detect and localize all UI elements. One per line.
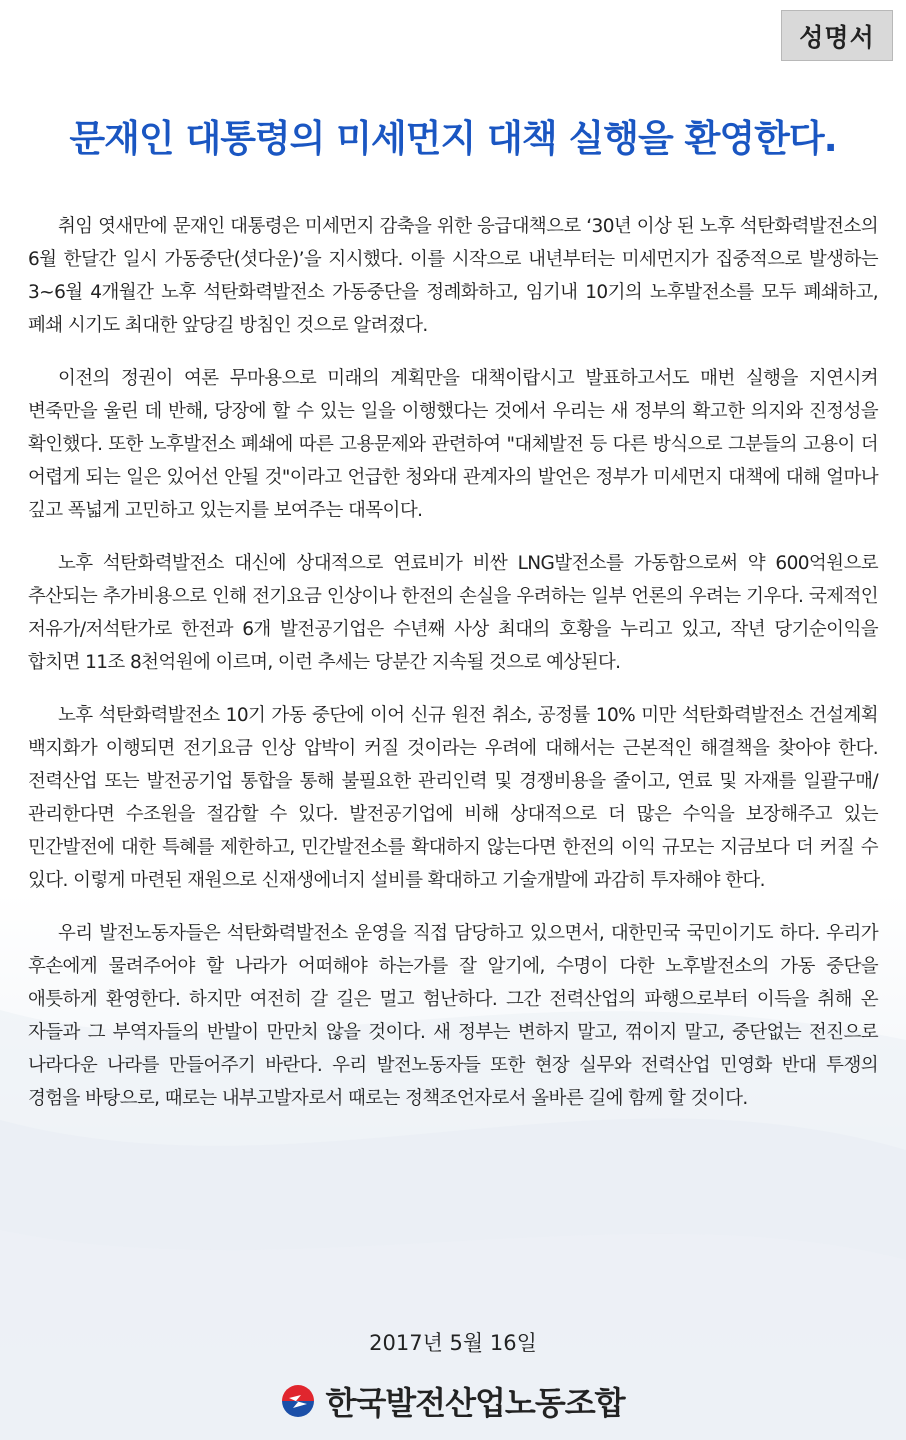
page-title: 문재인 대통령의 미세먼지 대책 실행을 환영한다.: [69, 117, 837, 160]
statement-body: [28, 210, 878, 1135]
paragraph-3: 노후 석탄화력발전소 대신에 상대적으로 연료비가 비싼 LNG발전소를 가동함으로써 약 600억원으로 추산되는 추가비용으로 인해 전기요금 인상이나 한전의 손실을 우려하는 일부 언론의 우려는 기우다. 국제적인 저유가/저석탄가로 한전과 6개 발전공기업은 수년째 사상 최대의 호황을 누리고 있고, 작년 당기순이익을 합치면 11조 8천억원에 이르며, 이런 추세는 당분간 지속될 것으로 예상된다.: [28, 553, 878, 673]
paragraph-1: 취임 엿새만에 문재인 대통령은 미세먼지 감축을 위한 응급대책으로 ‘30년 이상 된 노후 석탄화력발전소의 6월 한달간 일시 가동중단(셧다운)’을 지시했다. 이를 시작으로 내년부터는 미세먼지가 집중적으로 발생하는 3~6월 4개월간 노후 석탄화력발전소 가동중단을 정례화하고, 임기내 10기의 노후발전소를 모두 폐쇄하고, 폐쇄 시기도 최대한 앞당길 방침인 것으로 알려졌다.: [28, 216, 878, 336]
paragraph-5: 우리 발전노동자들은 석탄화력발전소 운영을 직접 담당하고 있으면서, 대한민국 국민이기도 하다. 우리가 후손에게 물려주어야 할 나라가 어떠해야 하는가를 잘 알기에, 수명이 다한 노후발전소의 가동 중단을 애틋하게 환영한다. 하지만 여전히 갈 길은 멀고 험난하다. 그간 전력산업의 파행으로부터 이득을 취해 온 자들과 그 부역자들의 반발이 만만치 않을 것이다. 새 정부는 변하지 말고, 꺾이지 말고, 중단없는 전진으로 나라다운 나라를 만들어주기 바란다. 우리 발전노동자들 또한 현장 실무와 전력산업 민영화 반대 투쟁의 경험을 바탕으로, 때로는 내부고발자로서 때로는 정책조언자로서 올바른 길에 함께 할 것이다.: [28, 923, 878, 1109]
paragraph-4: 노후 석탄화력발전소 10기 가동 중단에 이어 신규 원전 취소, 공정률 10% 미만 석탄화력발전소 건설계획 백지화가 이행되면 전기요금 인상 압박이 커질 것이라는 우려에 대해서는 근본적인 해결책을 찾아야 한다. 전력산업 또는 발전공기업 통합을 통해 불필요한 관리인력 및 경쟁비용을 줄이고, 연료 및 자재를 일괄구매/관리한다면 수조원을 절감할 수 있다. 발전공기업에 비해 상대적으로 더 많은 수익을 보장해주고 있는 민간발전에 대한 특혜를 제한하고, 민간발전소를 확대하지 않는다면 한전의 이익 규모는 지금보다 더 커질 수 있다. 이렇게 마련된 재원으로 신재생에너지 설비를 확대하고 기술개발에 과감히 투자해야 한다.: [28, 705, 878, 891]
union-logo-icon: [281, 1384, 315, 1418]
statement-badge: 성명서: [781, 10, 893, 61]
organization-name: 한국발전산업노동조합: [325, 1384, 625, 1422]
organization-signature: [0, 1378, 906, 1424]
statement-date: 2017년 5월 16일: [369, 1331, 537, 1355]
paragraph-2: 이전의 정권이 여론 무마용으로 미래의 계획만을 대책이랍시고 발표하고서도 매번 실행을 지연시켜 변죽만을 울린 데 반해, 당장에 할 수 있는 일을 이행했다는 것에서 우리는 새 정부의 확고한 의지와 진정성을 확인했다. 또한 노후발전소 폐쇄에 따른 고용문제와 관련하여 "대체발전 등 다른 방식으로 그분들의 고용이 더 어렵게 되는 일은 있어선 안될 것"이라고 언급한 청와대 관계자의 발언은 정부가 미세먼지 대책에 대해 얼마나 깊고 폭넓게 고민하고 있는지를 보여주는 대목이다.: [28, 368, 878, 521]
